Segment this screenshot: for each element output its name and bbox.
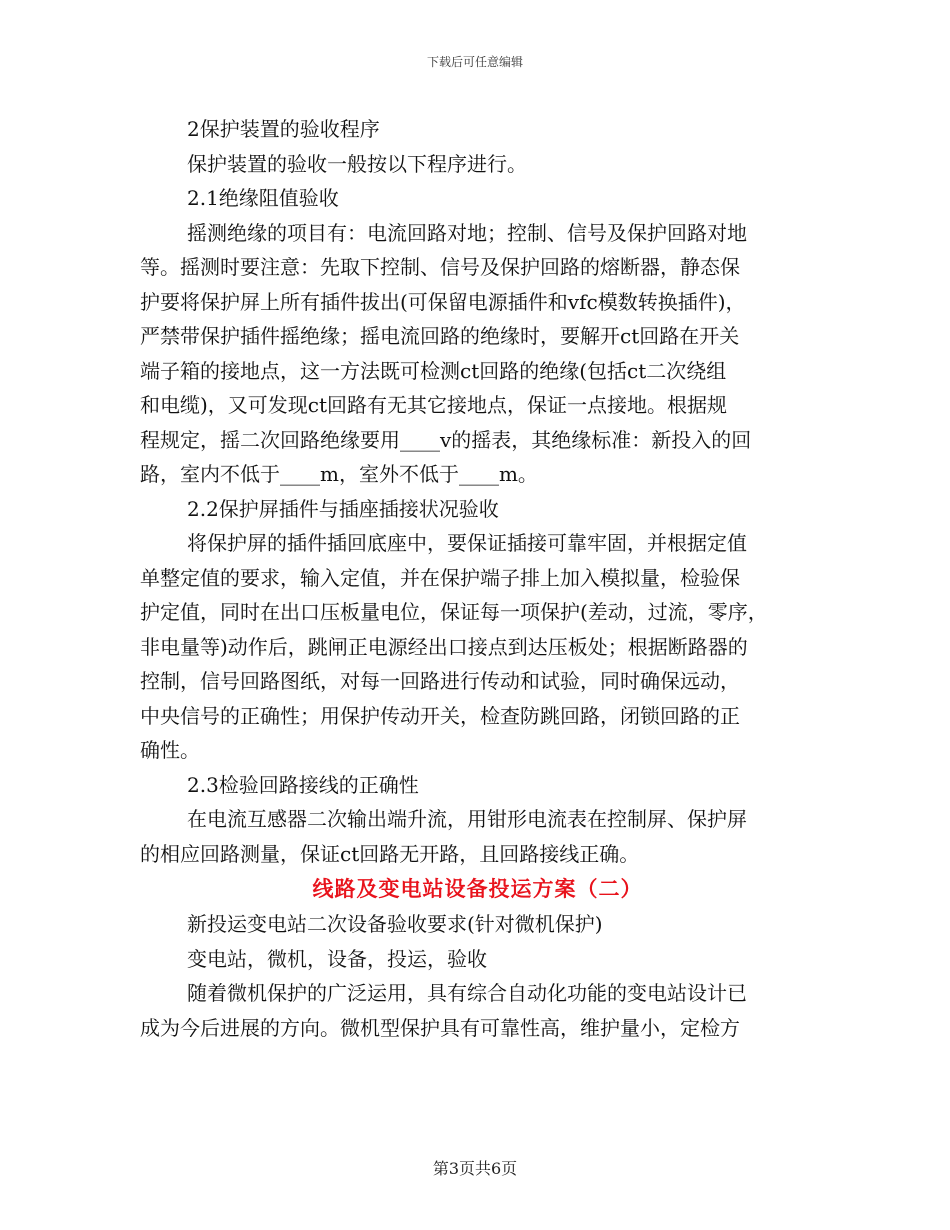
paragraph-line: 中央信号的正确性；用保护传动开关，检查防跳回路，闭锁回路的正 — [140, 703, 740, 728]
paragraph-line: 严禁带保护插件摇绝缘；摇电流回路的绝缘时，要解开ct回路在开关 — [140, 324, 740, 348]
section-title: 线路及变电站设备投运方案（二） — [312, 877, 643, 901]
paragraph-line: 保护装置的验收一般按以下程序进行。 — [187, 151, 527, 176]
page-number: 第3页共6页 — [432, 1159, 518, 1178]
paragraph-line: 护要将保护屏上所有插件拔出(可保留电源插件和vfc模数转换插件)， — [140, 289, 746, 314]
paragraph-line: 将保护屏的插件插回底座中，要保证插接可靠牢固，并根据定值 — [187, 531, 747, 555]
paragraph-line: 程规定，摇二次回路绝缘要用____v的摇表，其绝缘标准：新投入的回 — [140, 427, 752, 452]
heading-2-2: 2.2保护屏插件与插座插接状况验收 — [187, 496, 499, 521]
paragraph-line: 非电量等)动作后，跳闸正电源经出口接点到达压板处；根据断路器的 — [140, 634, 748, 659]
paragraph-line: 等。摇测时要注意：先取下控制、信号及保护回路的熔断器，静态保 — [140, 255, 740, 279]
paragraph-line: 路，室内不低于____m，室外不低于____m。 — [140, 462, 538, 486]
document-body — [140, 112, 815, 1045]
paragraph-line: 摇测绝缘的项目有：电流回路对地；控制、信号及保护回路对地 — [187, 220, 747, 245]
heading-2-1: 2.1绝缘阻值验收 — [187, 186, 339, 210]
paragraph-line: 在电流互感器二次输出端升流，用钳形电流表在控制屏、保护屏 — [187, 807, 747, 831]
subtitle-line: 新投运变电站二次设备验收要求(针对微机保护) — [187, 912, 603, 936]
paragraph-line: 成为今后进展的方向。微机型保护具有可靠性高，维护量小，定检方 — [140, 1015, 740, 1040]
heading-2-3: 2.3检验回路接线的正确性 — [187, 772, 419, 797]
heading-2: 2保护装置的验收程序 — [187, 117, 380, 141]
keywords-line: 变电站，微机，设备，投运，验收 — [187, 946, 487, 971]
paragraph-line: 确性。 — [140, 738, 200, 762]
paragraph-line: 随着微机保护的广泛运用，具有综合自动化功能的变电站设计已 — [187, 981, 747, 1005]
paragraph-line: 和电缆)，又可发现ct回路有无其它接地点，保证一点接地。根据规 — [140, 393, 728, 417]
paragraph-line: 护定值，同时在出口压板量电位，保证每一项保护(差动，过流，零序， — [140, 600, 768, 624]
paragraph-line: 控制，信号回路图纸，对每一回路进行传动和试验，同时确保远动， — [140, 669, 740, 693]
paragraph-line: 的相应回路测量，保证ct回路无开路，且回路接线正确。 — [140, 841, 640, 866]
paragraph-line: 单整定值的要求，输入定值，并在保护端子排上加入模拟量，检验保 — [140, 565, 740, 590]
paragraph-line: 端子箱的接地点，这一方法既可检测ct回路的绝缘(包括ct二次绕组 — [140, 358, 727, 383]
page-header-note: 下载后可任意编辑 — [426, 55, 523, 69]
